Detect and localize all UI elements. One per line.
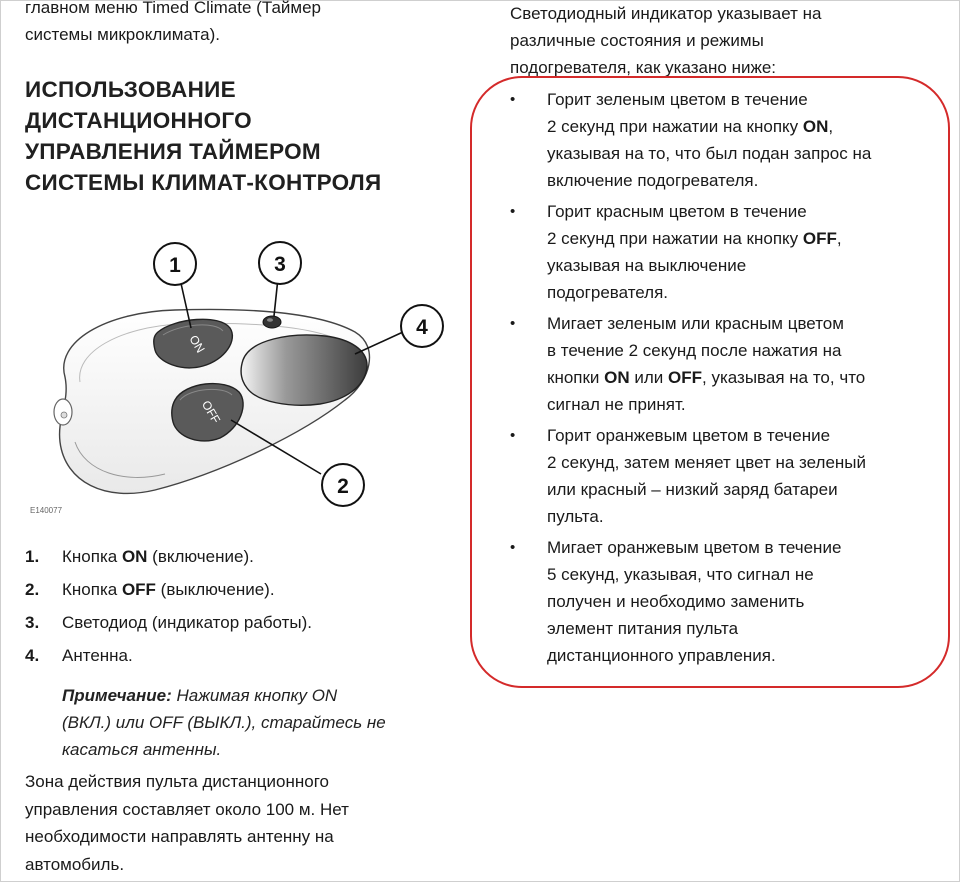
on-button-label: ON (186, 332, 208, 356)
top-paragraph-fragment (25, 0, 455, 48)
callout-1 (154, 243, 196, 285)
bullet-marker: • (510, 539, 516, 556)
legend-text: (включение). (147, 547, 254, 566)
bullet-marker: • (510, 315, 516, 332)
indicator-state-line (547, 422, 950, 449)
legend-text: Кнопка (62, 580, 122, 599)
indicator-state-item (510, 310, 950, 418)
top-fragment-line: системы микроклимата). (25, 25, 220, 44)
legend-item (25, 639, 465, 672)
text-segment: 2 секунд, затем меняет цвет на зеленый (547, 453, 866, 472)
text-segment: указывая на выключение (547, 256, 747, 275)
svg-text:2: 2 (337, 475, 349, 498)
legend-item (25, 606, 465, 639)
indicator-state-line (547, 534, 950, 561)
text-segment: дистанционного управления. (547, 646, 776, 665)
text-segment: 2 секунд при нажатии на кнопку (547, 117, 803, 136)
text-segment: Мигает зеленым или красным цветом (547, 314, 844, 333)
bullet-marker: • (510, 203, 516, 220)
indicator-state-line (547, 113, 950, 140)
indicator-state-line (547, 337, 950, 364)
indicator-state-line (547, 167, 950, 194)
indicator-states-list (510, 86, 950, 673)
legend-item (25, 573, 465, 606)
callout-2 (322, 464, 364, 506)
heading-line: ДИСТАНЦИОННОГО (25, 108, 252, 133)
indicator-state-line (547, 86, 950, 113)
off-button-label: OFF (198, 398, 224, 426)
legend-number: 1. (25, 547, 40, 566)
text-segment: Горит оранжевым цветом в течение (547, 426, 831, 445)
legend-number: 3. (25, 613, 40, 632)
indicator-state-line (547, 391, 950, 418)
note-line: (ВКЛ.) или OFF (ВЫКЛ.), старайтесь не (62, 713, 386, 732)
text-segment: , указывая на то, что (702, 368, 866, 387)
indicator-state-item (510, 198, 950, 306)
intro-line: подогревателя, как указано ниже: (510, 58, 776, 77)
text-segment: 2 секунд при нажатии на кнопку (547, 229, 803, 248)
button-name: ON (604, 368, 630, 387)
range-line: Зона действия пульта дистанционного (25, 772, 330, 791)
indicator-state-line (547, 642, 950, 669)
text-segment: сигнал не принят. (547, 395, 686, 414)
antenna (241, 335, 367, 405)
intro-line: Светодиодный индикатор указывает на (510, 4, 822, 23)
text-segment: указывая на то, что был подан запрос на (547, 144, 872, 163)
text-segment: , (836, 229, 842, 248)
indicator-state-line (547, 225, 950, 252)
note-line: Нажимая кнопку ON (171, 686, 338, 705)
text-segment: или (629, 368, 669, 387)
range-line: необходимости направлять антенну на (25, 827, 334, 846)
text-segment: кнопки (547, 368, 605, 387)
callout-3 (259, 242, 301, 284)
legend-number: 2. (25, 580, 40, 599)
text-segment: в течение 2 секунд после нажатия на (547, 341, 842, 360)
svg-text:4: 4 (416, 316, 428, 339)
intro-line: различные состояния и режимы (510, 31, 764, 50)
legend-item (25, 540, 465, 573)
remote-control-illustration (25, 232, 465, 532)
indicator-state-line (547, 476, 950, 503)
legend-text: Светодиод (индикатор работы). (62, 613, 313, 632)
note-label: Примечание: (62, 686, 172, 705)
text-segment: включение подогревателя. (547, 171, 759, 190)
indicator-state-line (547, 140, 950, 167)
range-paragraph (25, 768, 465, 878)
text-segment: или красный – низкий заряд батареи (547, 480, 838, 499)
range-line: управления составляет около 100 м. Нет (25, 799, 349, 819)
svg-text:3: 3 (274, 253, 286, 276)
indicator-state-line (547, 503, 950, 530)
indicator-state-line (547, 449, 950, 476)
text-segment: , (828, 117, 834, 136)
bullet-marker: • (510, 427, 516, 444)
range-line: автомобиль. (25, 854, 125, 874)
indicator-state-item (510, 534, 950, 669)
heading-line: ИСПОЛЬЗОВАНИЕ (25, 77, 236, 102)
heading-line: УПРАВЛЕНИЯ ТАЙМЕРОМ (25, 139, 321, 164)
indicator-state-line (547, 364, 950, 391)
legend-text: Антенна. (62, 646, 133, 665)
text-segment: Горит зеленым цветом в течение (547, 90, 808, 109)
bullet-marker: • (510, 91, 516, 108)
section-heading (25, 74, 465, 198)
top-fragment-line: главном меню Timed Climate (Таймер (25, 0, 321, 17)
figure-code: E140077 (30, 506, 63, 515)
callout-4 (401, 305, 443, 347)
text-segment: 5 секунд, указывая, что сигнал не (547, 565, 814, 584)
note (62, 682, 472, 763)
indicator-state-line (547, 198, 950, 225)
legend-number: 4. (25, 646, 40, 665)
legend-text: Кнопка (62, 547, 122, 566)
text-segment: элемент питания пульта (547, 619, 739, 638)
indicator-state-line (547, 279, 950, 306)
legend-key: OFF (121, 580, 156, 599)
indicator-state-line (547, 252, 950, 279)
legend-text: (выключение). (155, 580, 275, 599)
heading-line: СИСТЕМЫ КЛИМАТ-КОНТРОЛЯ (25, 170, 382, 195)
indicator-state-item (510, 86, 950, 194)
text-segment: Мигает оранжевым цветом в течение (547, 538, 842, 557)
button-name: ON (802, 117, 829, 136)
intro-paragraph (510, 0, 940, 81)
legend-list (25, 540, 465, 672)
indicator-state-line (547, 588, 950, 615)
indicator-state-line (547, 561, 950, 588)
button-name: OFF (668, 368, 703, 387)
text-segment: пульта. (547, 507, 604, 526)
indicator-state-item (510, 422, 950, 530)
text-segment: подогревателя. (547, 283, 669, 302)
legend-key: ON (121, 547, 148, 566)
text-segment: получен и необходимо заменить (547, 592, 805, 611)
note-line: касаться антенны. (62, 740, 222, 759)
text-segment: Горит красным цветом в течение (547, 202, 807, 221)
indicator-state-line (547, 615, 950, 642)
button-name: OFF (802, 229, 837, 248)
indicator-state-line (547, 310, 950, 337)
svg-text:1: 1 (169, 254, 181, 277)
led-indicator (263, 316, 281, 328)
